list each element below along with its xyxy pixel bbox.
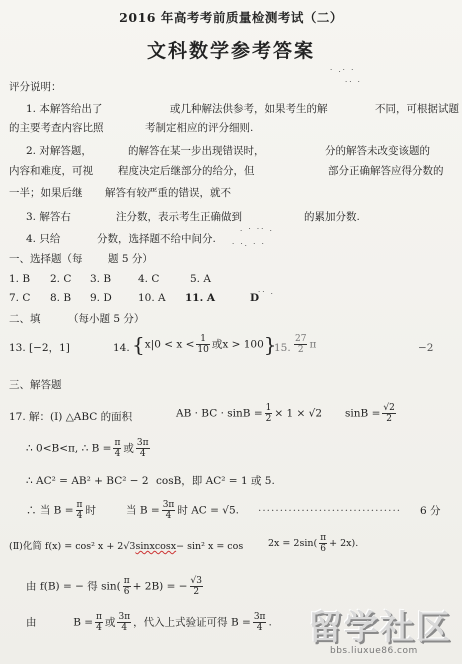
document-title: 文科数学参考答案 (146, 40, 315, 62)
note-3-part-c: 的累加分数. (304, 211, 360, 223)
note-4-part-a: 4. 只给 (26, 233, 61, 245)
q17-line-4-right (126, 500, 239, 521)
q17-part2-e: 2x = 2sin( (268, 538, 318, 549)
note-1-part-c: 不同，可根据试题 (375, 103, 459, 115)
note-2-part-h: 解答有较严重的错误，就不 (105, 187, 231, 199)
section-2-heading: 二、填 (9, 313, 41, 325)
frac-denominator: 2 (265, 414, 272, 424)
answer-14-set-left: x|0 < x < (144, 338, 195, 351)
note-2-part-g: 一半；如果后继 (9, 187, 83, 199)
q17-last (26, 612, 272, 633)
note-2-part-b: 的解答在某一步出现错误时， (128, 145, 265, 157)
frac-denominator: 2 (193, 587, 200, 597)
frac-denominator: 4 (96, 623, 102, 633)
frac-numerator: π (96, 612, 102, 622)
watermark-brand: 留学社区 (308, 608, 452, 648)
frac-numerator: 3π (162, 500, 175, 510)
q17-part2-a: (Ⅱ)化简 (9, 541, 42, 552)
q17-area: AB · BC · sinB = (176, 407, 263, 420)
answer-5: 5. A (190, 273, 211, 285)
answer-15-label: 15. (274, 342, 291, 354)
answer-9: 9. D (90, 292, 112, 304)
note-2-part-d: 内容和难度，可视 (9, 165, 93, 177)
fraction (253, 612, 267, 633)
q17-line-2 (26, 438, 152, 459)
frac-numerator: 3π (118, 612, 131, 622)
scan-noise: · .· · (330, 66, 356, 74)
answer-12: D (250, 292, 260, 304)
scan-noise: . · ·· . (240, 225, 274, 233)
q17-line4-b: 时 (85, 504, 96, 517)
frac-denominator: 6 (320, 544, 327, 554)
answer-10: 10. A (138, 292, 166, 304)
q17-last-d: ，代入上式验证可得 B = (133, 616, 251, 629)
q17-line4-c: 当 B = (126, 504, 160, 517)
frac-numerator: π (76, 500, 83, 510)
q17-intro: 17. 解：(Ⅰ) △ABC 的面积 (9, 411, 133, 423)
q17-last-e: . (268, 616, 272, 629)
fraction (76, 500, 84, 521)
q17-fB (26, 576, 205, 597)
answer-4: 4. C (138, 273, 160, 285)
fraction (117, 612, 131, 633)
answer-16: −2 (418, 342, 434, 354)
frac-numerator: 27 (295, 334, 307, 344)
answer-15-tail: π (309, 338, 317, 351)
q17-line4-a: ∴ 当 B = (26, 504, 74, 517)
q17-fB-a: 由 f(B) = − (26, 580, 84, 593)
frac-numerator: 3π (136, 438, 149, 448)
answer-11: 11. A (185, 292, 216, 304)
fraction (265, 403, 273, 424)
q17-line2-text: ∴ 0<B<π, ∴ B = (26, 442, 112, 455)
q17-line-3b: cosB，即 AC² = 1 或 5. (156, 475, 275, 487)
q17-line-4 (26, 500, 96, 521)
exam-title: 2016 年高考考前质量检测考试（二） (119, 10, 343, 25)
frac-denominator: 2 (386, 414, 392, 424)
q17-part2-f: + 2x). (329, 538, 359, 549)
fraction (319, 533, 327, 554)
note-2-part-f: 部分正确解答应得分数的 (328, 165, 444, 177)
frac-denominator: 2 (297, 345, 304, 355)
frac-denominator: 10 (197, 345, 209, 355)
fraction (382, 403, 395, 424)
frac-numerator: √2 (383, 403, 395, 413)
fraction (162, 500, 176, 521)
fraction (136, 438, 150, 459)
fraction (196, 334, 209, 355)
note-1-part-b: 或几种解法供参考，如果考生的解 (170, 103, 328, 115)
q17-line4-d: 时 AC = √5. (177, 504, 239, 517)
grading-notes-heading: 评分说明： (9, 81, 62, 93)
answer-7: 7. C (9, 292, 31, 304)
q17-fB-c: + 2B) = − (132, 580, 188, 593)
answer-14-set-right: 或x > 100 (211, 338, 264, 351)
q17-sinB-label: sinB = (345, 407, 381, 420)
frac-denominator: 4 (121, 623, 128, 633)
q17-last-b: B = (73, 616, 94, 629)
answer-14-label: 14. (113, 342, 130, 354)
frac-denominator: 4 (114, 449, 121, 459)
section-1-heading-tail: 题 5 分） (108, 253, 153, 265)
q17-fB-b: 得 sin( (87, 580, 121, 593)
section-1-heading: 一、选择题（每 (9, 253, 83, 265)
dotted-leader: ································· (258, 505, 402, 517)
note-1-part-e: 考制定相应的评分细则. (145, 122, 254, 134)
note-1-part-a: 1. 本解答给出了 (26, 103, 103, 115)
frac-numerator: π (123, 576, 130, 586)
note-2-part-a: 2. 对解答题， (26, 145, 92, 157)
scan-noise: · ·. · · (232, 240, 266, 248)
scan-noise: ·· . (258, 288, 275, 296)
frac-numerator: 1 (196, 334, 209, 345)
q17-sinB (345, 403, 398, 424)
q17-part2-c: sinxcosx (135, 541, 177, 552)
frac-numerator: 3π (253, 612, 266, 622)
watermark (300, 600, 462, 664)
q17-part2-b: f(x) = cos² x + 2√3 (44, 541, 136, 552)
q17-line2-or: 或 (123, 442, 134, 455)
note-2-part-c: 分的解答未改变该题的 (325, 145, 430, 157)
fraction (190, 576, 203, 597)
frac-denominator: 4 (139, 449, 146, 459)
note-3-part-b: 注分数，表示考生正确做到 (116, 211, 242, 223)
frac-denominator: 4 (256, 623, 263, 633)
answer-2: 2. C (50, 273, 72, 285)
scan-noise: ·· · (345, 78, 362, 86)
frac-numerator: π (320, 533, 327, 543)
fraction (294, 334, 307, 355)
q17-score: 6 分 (420, 505, 441, 517)
q17-part2-d: − sin² x = cos (176, 541, 244, 552)
answer-1: 1. B (9, 273, 31, 285)
answer-3: 3. B (90, 273, 112, 285)
section-3-heading: 三、解答题 (9, 379, 62, 391)
q17-part-2 (9, 540, 243, 554)
fraction (123, 576, 131, 597)
frac-denominator: 4 (76, 511, 83, 521)
answer-14: {x|0 < x < $\frac{1}{10}$ 或x > 100} (132, 332, 277, 357)
frac-denominator: 6 (123, 587, 130, 597)
q17-area-formula (176, 403, 322, 424)
note-1-part-d: 的主要考查内容比照 (9, 122, 104, 134)
fraction (113, 438, 121, 459)
answer-8: 8. B (50, 292, 72, 304)
answer-15 (292, 334, 316, 355)
frac-numerator: π (114, 438, 121, 448)
frac-numerator: √3 (190, 576, 202, 586)
q17-last-c: 或 (104, 616, 116, 629)
note-3-part-a: 3. 解答右 (26, 211, 71, 223)
q17-part-2-right (268, 533, 358, 554)
q17-area-tail: × 1 × √2 (274, 407, 323, 420)
watermark-url: bbs.liuxue86.com (330, 646, 418, 656)
answer-13: 13. [−2，1] (9, 342, 70, 354)
q17-line-3a: ∴ AC² = AB² + BC² − 2 (26, 475, 149, 487)
note-2-part-e: 程度决定后继部分的给分，但 (118, 165, 255, 177)
frac-denominator: 4 (165, 511, 172, 521)
frac-numerator: 1 (265, 403, 272, 413)
note-4-part-b: 分数，选择题不给中间分. (97, 233, 216, 245)
fraction (95, 612, 103, 633)
section-2-heading-tail: （每小题 5 分） (68, 313, 145, 325)
q17-last-a: 由 (26, 616, 37, 629)
